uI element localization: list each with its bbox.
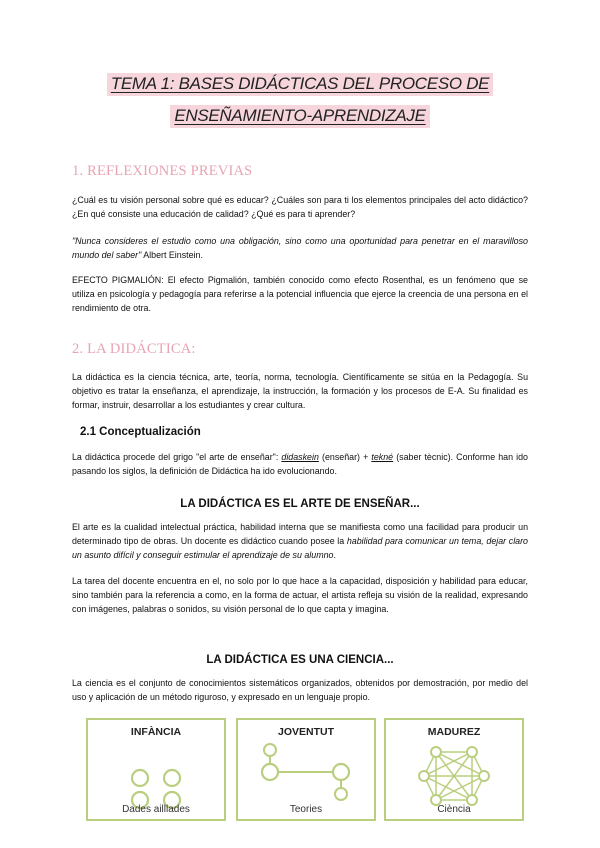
term-didaskein: didaskein — [281, 452, 319, 462]
paragraph-didactica-definition: La didáctica es la ciencia técnica, arte, teoría, norma, tecnología. Científicamente se sitúa en la Pedagogía. Su objetivo es tratar la enseñanza, el aprendizaje, la instrucción, la formación y los procesos de E-A. Su finalidad es formar, instruir, desarrollar a los estudiantes y crear cultura. — [72, 372, 528, 410]
paragraph-arte-2: La tarea del docente encuentra en el, no solo por lo que hace a la capacidad, disposición y habilidad para educar, sino también para la referencia a como, en la forma de actuar, el artista refleja su visión de la realidad, expresando con imágenes, palabras o sonidos, su visión personal de lo que capta y imagina. — [72, 576, 528, 614]
node — [479, 771, 489, 781]
paragraph-questions: ¿Cuál es tu visión personal sobre qué es educar? ¿Cuáles son para ti los elementos principales del acto didáctico? ¿En qué consiste una educación de calidad? ¿Qué es para ti aprender? — [72, 195, 528, 219]
paragraph-quote — [72, 234, 528, 262]
etymology-text-b: (enseñar) + — [318, 452, 372, 462]
etymology-text-a: La didáctica procede del grigo "el arte de enseñar": — [72, 452, 282, 462]
quote-text: "Nunca consideres el estudio como una obligación, sino como una oportunidad para penetrar en el maravilloso mundo del saber" — [72, 236, 528, 260]
title-line-2: ENSEÑAMIENTO-APRENDIZAJE — [0, 106, 600, 126]
diagram-caption: Dades ailllades — [122, 804, 190, 815]
section-heading-reflexiones: 1. REFLEXIONES PREVIAS — [72, 163, 253, 179]
term-tekne: tekné — [371, 452, 394, 462]
paragraph-arte-1 — [72, 520, 528, 562]
diagram-infancia — [86, 718, 226, 821]
node — [333, 764, 349, 780]
node — [419, 771, 429, 781]
node — [132, 770, 148, 786]
paragraph-pigmalion: EFECTO PIGMALIÓN: El efecto Pigmalión, también conocido como efecto Rosenthal, es un fenómeno que se utiliza en psicología y pedagogía para referirse a la potencial influencia que ejerce la creencia de una persona en el rendimiento de otra. — [72, 275, 528, 313]
arte-text-a: El arte es la cualidad intelectual práctica, habilidad interna que se manifiesta como una facilidad para producir un determinado tipo de obras. Un docente es didáctico cuando posee la — [72, 522, 528, 546]
node — [467, 747, 477, 757]
heading-ciencia: LA DIDÁCTICA ES UNA CIENCIA... — [206, 654, 394, 666]
diagram-label: INFÀNCIA — [130, 726, 182, 738]
diagram-caption: Teories — [289, 804, 323, 815]
arte-text-italic: habilidad para comunicar un tema, dejar claro un asunto difícil y conseguir estimular el aprendizaje de su alumno — [72, 536, 528, 560]
heading-arte: LA DIDÁCTICA ES EL ARTE DE ENSEÑAR... — [180, 498, 420, 510]
paragraph-etymology — [72, 450, 528, 478]
diagram-label: JOVENTUT — [277, 726, 334, 738]
diagram-joventut — [236, 718, 376, 821]
arte-text-c: . — [333, 550, 336, 560]
node — [164, 770, 180, 786]
diagram-caption: Ciència — [437, 804, 471, 815]
diagram-label: MADUREZ — [427, 726, 481, 738]
paragraph-ciencia: La ciencia es el conjunto de conocimientos sistemáticos organizados, obtenidos por demostración, por medio del uso y aplicación de un método riguroso, y expresado en un lenguaje propio. — [72, 678, 528, 702]
quote-author: Albert Einstein. — [141, 250, 203, 260]
etymology-text-c: (saber tècnic). Conforme han ido pasando los siglos, la definición de Didáctica ha ido evolucionando. — [72, 452, 528, 476]
node — [431, 747, 441, 757]
node — [264, 744, 276, 756]
section-heading-didactica: 2. LA DIDÁCTICA: — [72, 341, 196, 357]
node — [262, 764, 278, 780]
subheading-conceptualizacion: 2.1 Conceptualización — [80, 426, 201, 438]
diagram-madurez — [384, 718, 524, 821]
node — [335, 788, 347, 800]
title-line-1: TEMA 1: BASES DIDÁCTICAS DEL PROCESO DE — [0, 74, 600, 94]
